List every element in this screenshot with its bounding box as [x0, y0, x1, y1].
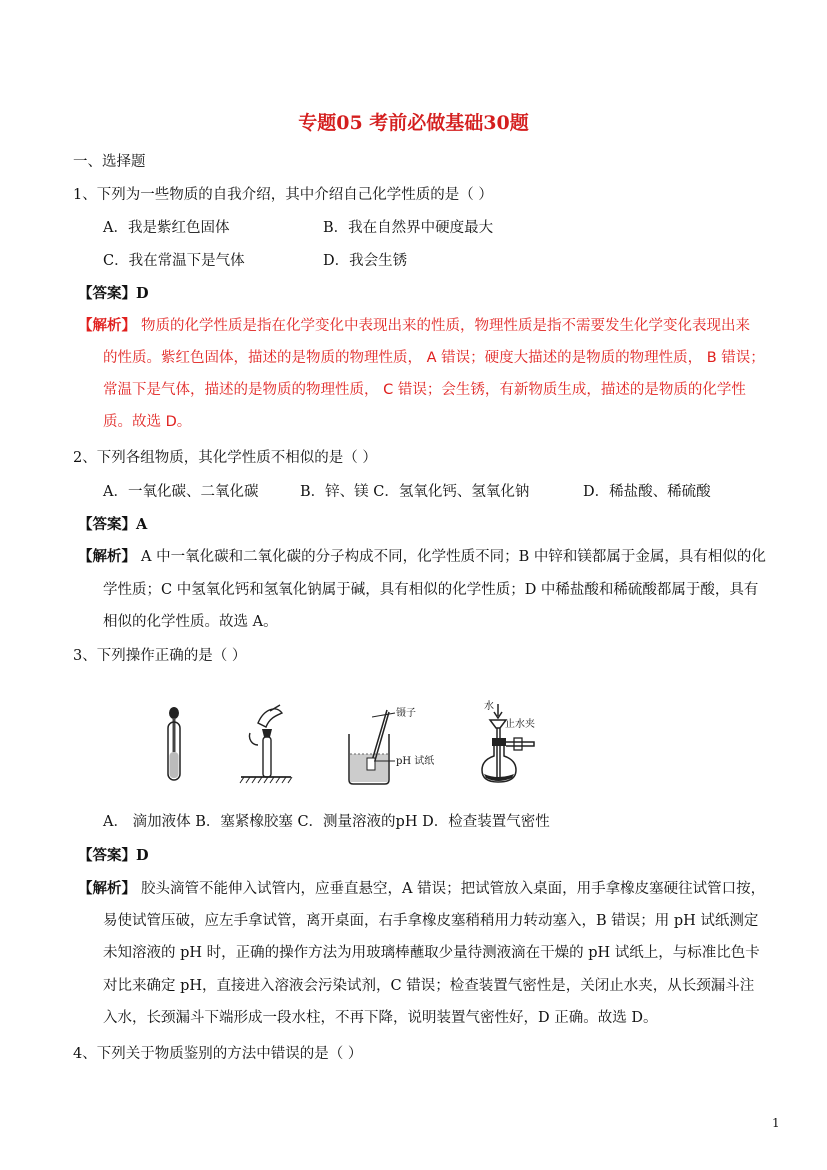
- q2-option-d: D．稀盐酸、稀硫酸: [583, 484, 711, 500]
- q3-analysis-line: 对比来确定 pH，直接进入溶液会污染试剂，C 错误；检查装置气密性是，关闭止水夹，从长颈漏斗注: [103, 978, 755, 994]
- q3-options: A． 滴加液体 B．塞紧橡胶塞 C．测量溶液的pH D．检查装置气密性: [103, 814, 550, 830]
- q2-analysis-label: 【解析】: [78, 548, 136, 565]
- answer-label: 【答案】: [78, 516, 136, 533]
- label-water: 水: [484, 701, 494, 712]
- q1-option-b: B．我在自然界中硬度最大: [323, 220, 494, 236]
- answer-label: 【答案】: [78, 285, 136, 302]
- figure-b-stopper: [236, 703, 296, 785]
- q3-analysis-line: 未知溶液的 pH 时，正确的操作方法为用玻璃棒蘸取少量待测液滴在干燥的 pH 试纸上，与标准比色卡: [103, 945, 760, 961]
- q4-stem: 4、下列关于物质鉴别的方法中错误的是（ ）: [73, 1046, 363, 1062]
- q3-stem: 3、下列操作正确的是（ ）: [73, 648, 247, 664]
- q2-analysis-line: 相似的化学性质。故选 A。: [103, 614, 278, 630]
- q3-answer: [78, 846, 149, 866]
- page-title: 专题05 考前必做基础30题: [298, 112, 529, 134]
- q1-option-a: A．我是紫红色固体: [103, 220, 230, 236]
- q1-option-d: D．我会生锈: [323, 253, 408, 269]
- q2-option-bc: B．锌、镁 C．氢氧化钙、氢氧化钠: [300, 484, 530, 500]
- label-tweezers: 镊子: [396, 708, 416, 719]
- answer-value: D: [136, 285, 149, 302]
- q2-analysis-line: A 中一氧化碳和二氧化碳的分子构成不同，化学性质不同；B 中锌和镁都属于金属，具有相似的化: [141, 549, 766, 565]
- answer-value: A: [136, 516, 148, 533]
- q1-analysis-line: 质。故选 D。: [103, 414, 192, 430]
- label-clamp: 止水夹: [505, 719, 535, 730]
- q1-stem: 1、下列为一些物质的自我介绍，其中介绍自己化学性质的是（ ）: [73, 187, 493, 203]
- page-number: 1: [772, 1116, 780, 1130]
- q3-analysis-line: 入水，长颈漏斗下端形成一段水柱，不再下降，说明装置气密性好，D 正确。故选 D。: [103, 1010, 658, 1026]
- q2-option-a: A．一氧化碳、二氧化碳: [103, 484, 259, 500]
- q2-answer: [78, 515, 147, 535]
- q1-answer: [78, 284, 149, 304]
- q1-analysis-line: 常温下是气体，描述的是物质的物理性质， C 错误；会生锈，有新物质生成，描述的是物质的化学性: [103, 382, 746, 398]
- q1-option-c: C．我在常温下是气体: [103, 253, 245, 269]
- section-heading: 一、选择题: [73, 154, 146, 170]
- q1-analysis-line: 物质的化学性质是指在化学变化中表现出来的性质，物理性质是指不需要发生化学变化表现出来: [141, 318, 750, 334]
- answer-value: D: [136, 847, 149, 864]
- q2-analysis-line: 学性质；C 中氢氧化钙和氢氧化钠属于碱，具有相似的化学性质；D 中稀盐酸和稀硫酸都属于酸，具有: [103, 582, 759, 598]
- q3-analysis-line: 胶头滴管不能伸入试管内，应垂直悬空，A 错误；把试管放入桌面，用手拿橡皮塞硬往试管口按，: [141, 881, 766, 897]
- q3-analysis-label: 【解析】: [78, 880, 136, 897]
- figure-c-leader-lines: [372, 709, 396, 765]
- label-ph-paper: pH 试纸: [396, 756, 435, 767]
- answer-label: 【答案】: [78, 847, 136, 864]
- q1-analysis-label: 【解析】: [78, 318, 136, 334]
- q3-analysis-line: 易使试管压破，应左手拿试管，离开桌面，右手拿橡皮塞稍稍用力转动塞入，B 错误；用 pH 试纸测定: [103, 913, 759, 929]
- q1-analysis-line: 的性质。紫红色固体，描述的是物质的物理性质， A 错误；硬度大描述的是物质的物理性质， B 错误；: [103, 350, 765, 366]
- figure-a-dropper-in-tube: [158, 704, 194, 786]
- q2-stem: 2、下列各组物质，其化学性质不相似的是（ ）: [73, 450, 377, 466]
